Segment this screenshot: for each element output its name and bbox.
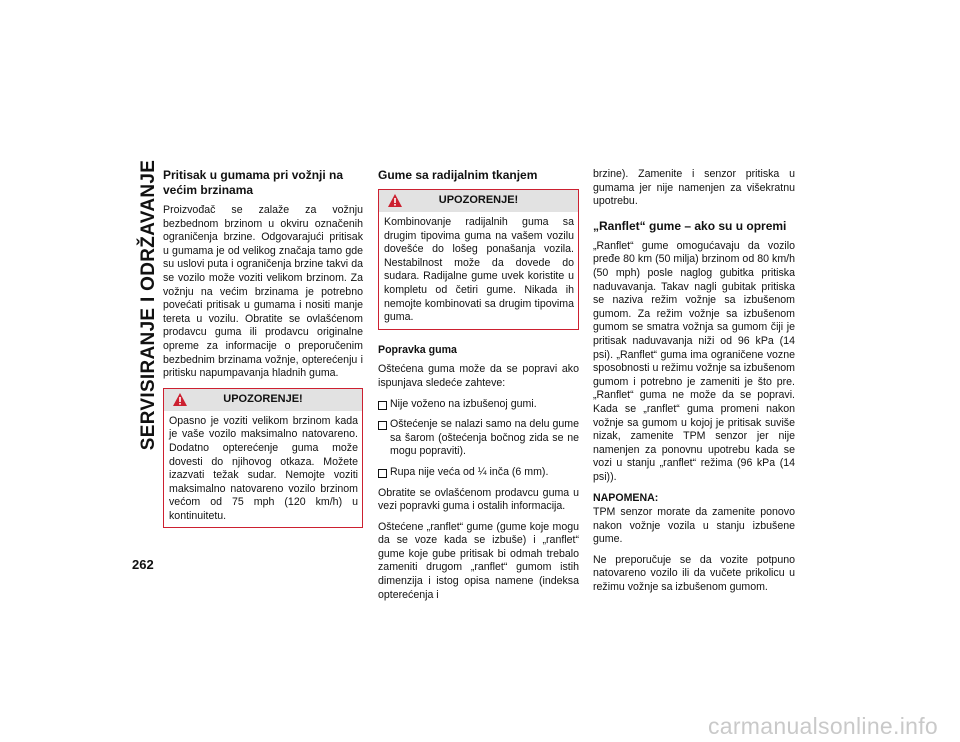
warning-title: UPOZORENJE! bbox=[223, 392, 303, 405]
warning-header bbox=[379, 190, 578, 212]
subheading-tire-repair: Popravka guma bbox=[378, 343, 457, 356]
warning-header bbox=[164, 389, 362, 411]
square-bullet-icon bbox=[378, 401, 387, 410]
warning-box-high-speed bbox=[163, 388, 363, 529]
section-side-title-text: SERVISIRANJE I ODRŽAVANJE bbox=[138, 159, 160, 451]
square-bullet-icon bbox=[378, 469, 387, 478]
heading-radial-tires: Gume sa radijalnim tkanjem bbox=[378, 168, 538, 182]
warning-box-radial bbox=[378, 189, 579, 330]
warning-triangle-icon bbox=[172, 392, 188, 407]
repair-requirements-list bbox=[378, 398, 579, 480]
watermark: carmanualsonline.info bbox=[707, 713, 938, 739]
paragraph-high-speed: Proizvođač se zalaže za vožnju bezbednom brzinom u okviru označenih ograničenja brzine. Odgovarajući pritisak u gumama je od velikog značaja tamo gde su uslovi puta i ograničenja brzine takvi da se vozilo može voziti velikom brzinom. Za vožnju na većim brzinama je potrebno povećati pritisak u gumama i nositi manje tereta u vozilu. Obratite se ovlašćenom prodavcu guma ili prodavcu originalne opreme za informacije o preporučenim bezbednim brzinama vožnje, opterećenju i pritisku napumpavanja hladnih guma. bbox=[163, 204, 363, 380]
paragraph-runflat-replace: Oštećene „ranflet“ gume (gume koje mogu da se voze kada se izbuše) i „ranflet“ gume koje gube pritisak bi odmah trebalo zameniti drugom „ranflet“ gumom istih dimenzija i istog opisa namene (indeksa opterećenja i bbox=[378, 520, 579, 601]
list-item: Oštećenje se nalazi samo na delu gume sa šarom (oštećenja bočnog zida se ne mogu popraviti). bbox=[378, 418, 579, 459]
note-text: TPM senzor morate da zamenite ponovo nakon vožnje vozila u stanju izbušene gume. bbox=[593, 506, 795, 546]
column-1 bbox=[163, 168, 363, 538]
paragraph-runflat: „Ranflet“ gume omogućavaju da vozilo pređe 80 km (50 milja) brzinom od 80 km/h (50 mph) posle naglog gubitka pritiska naduvavanja. Takav nagli gubitak pritiska se naziva režim vožnje sa izbušenom gumom. Za režim vožnje sa izbušenom gumom se smatra vožnja sa gumom čiji je pritisak naduvavanja niži od 96 kPa (14 psi). „Ranflet“ guma ima ograničene vozne sposobnosti u režimu vožnje sa izbušenom gumom i potrebno je zameniti je što pre. „Ranflet“ guma ne može da se popravi. Kada se „ranflet“ guma promeni nakon vožnje sa gumom u kojoj je pritisak suviše nizak, zamenite TPM senzor jer nije namenjen za ponovnu upotrebu kada se vozi u stanju „ranflet“ režima (96 kPa (14 psi)). bbox=[593, 239, 795, 483]
warning-triangle-icon bbox=[387, 193, 403, 208]
square-bullet-icon bbox=[378, 421, 387, 430]
column-3 bbox=[593, 168, 795, 602]
paragraph-no-full-load: Ne preporučuje se da vozite potpuno natovareno vozilo ili da vučete prikolicu u režimu vožnje sa izbušenom gumom. bbox=[593, 553, 795, 594]
warning-title: UPOZORENJE! bbox=[438, 194, 519, 207]
list-item: Rupa nije veća od ¼ inča (6 mm). bbox=[378, 466, 579, 480]
warning-text: Opasno je voziti velikom brzinom kada je vaše vozilo maksimalno natovareno. Dodatno opterećenje guma može dovesti do njihovog otkaza. Možete izazvati težak sudar. Nemojte voziti maksimalno natovareno vozilo brzinom većom od 75 mph (120 km/h) u kontinuitetu. bbox=[169, 414, 358, 522]
note-title: NAPOMENA: bbox=[593, 492, 659, 505]
paragraph-repair-intro: Oštećena guma može da se popravi ako ispunjava sledeće zahteve: bbox=[378, 363, 579, 389]
warning-text: Kombinovanje radijalnih guma sa drugim tipovima guma na vašem vozilu dovešće do lošeg ponašanja vozila. Nestabilnost može da dovede do sudara. Radijalne gume uvek koristite u kompletu od četiri gume. Nikada ih nemojte kombinovati sa drugim tipovima guma. bbox=[384, 216, 574, 324]
heading-runflat-tires: „Ranflet“ gume – ako su u opremi bbox=[593, 218, 787, 233]
heading-high-speed-pressure: Pritisak u gumama pri vožnji na većim brzinama bbox=[163, 168, 344, 197]
paragraph-continued: brzine). Zamenite i senzor pritiska u gumama jer nije namenjen za višekratnu upotrebu. bbox=[593, 168, 795, 208]
section-side-title bbox=[132, 159, 166, 451]
paragraph-contact-dealer: Obratite se ovlašćenom prodavcu guma u vezi popravki guma i ostalih informacija. bbox=[378, 486, 579, 513]
page-number: 262 bbox=[132, 557, 154, 572]
column-2 bbox=[378, 168, 579, 609]
list-item: Nije voženo na izbušenoj gumi. bbox=[378, 398, 579, 412]
